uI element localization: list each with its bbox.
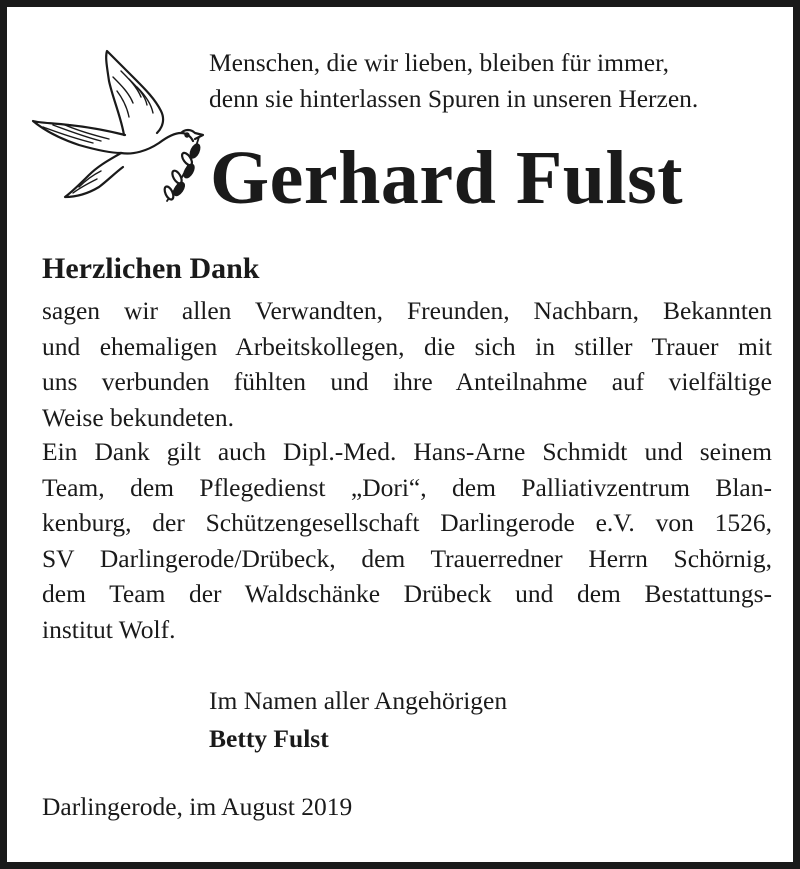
- paragraph-line: SV Darlingerode/Drübeck, dem Trauerredner Herrn Schörnig,: [42, 543, 772, 573]
- paragraph-line: uns verbunden fühlten und ihre Anteilnahme auf vielfältige: [42, 367, 772, 397]
- paragraph-line: institut Wolf.: [42, 614, 176, 644]
- signature-intro: Im Namen aller Angehörigen: [209, 686, 508, 715]
- acknowledgements-paragraph: [42, 434, 772, 648]
- quote-line: Menschen, die wir lieben, bleiben für immer,: [209, 48, 669, 77]
- place-and-date: Darlingerode, im August 2019: [42, 792, 353, 821]
- paragraph-line: Weise bekundeten.: [42, 402, 234, 432]
- paragraph-line: kenburg, der Schützengesellschaft Darlingerode e.V. von 1526,: [42, 508, 772, 538]
- dove-with-olive-branch-icon: [29, 47, 209, 205]
- paragraph-line: sagen wir allen Verwandten, Freunden, Nachbarn, Bekannten: [42, 296, 772, 325]
- thanks-paragraph: [42, 293, 772, 435]
- deceased-name: Gerhard Fulst: [210, 136, 684, 220]
- signer-name: Betty Fulst: [209, 724, 329, 753]
- quote-line: denn sie hinterlassen Spuren in unseren Herzen.: [209, 84, 699, 113]
- paragraph-line: Ein Dank gilt auch Dipl.-Med. Hans-Arne Schmidt und seinem: [42, 437, 772, 466]
- thanks-heading: Herzlichen Dank: [42, 252, 260, 285]
- paragraph-line: Team, dem Pflegedienst „Dori“, dem Palliativzentrum Blan-: [42, 472, 772, 502]
- paragraph-line: und ehemaligen Arbeitskollegen, die sich in stiller Trauer mit: [42, 331, 772, 361]
- signature-block: [209, 682, 507, 758]
- paragraph-line: dem Team der Waldschänke Drübeck und dem Bestattungs-: [42, 579, 772, 609]
- memorial-quote: [209, 45, 698, 117]
